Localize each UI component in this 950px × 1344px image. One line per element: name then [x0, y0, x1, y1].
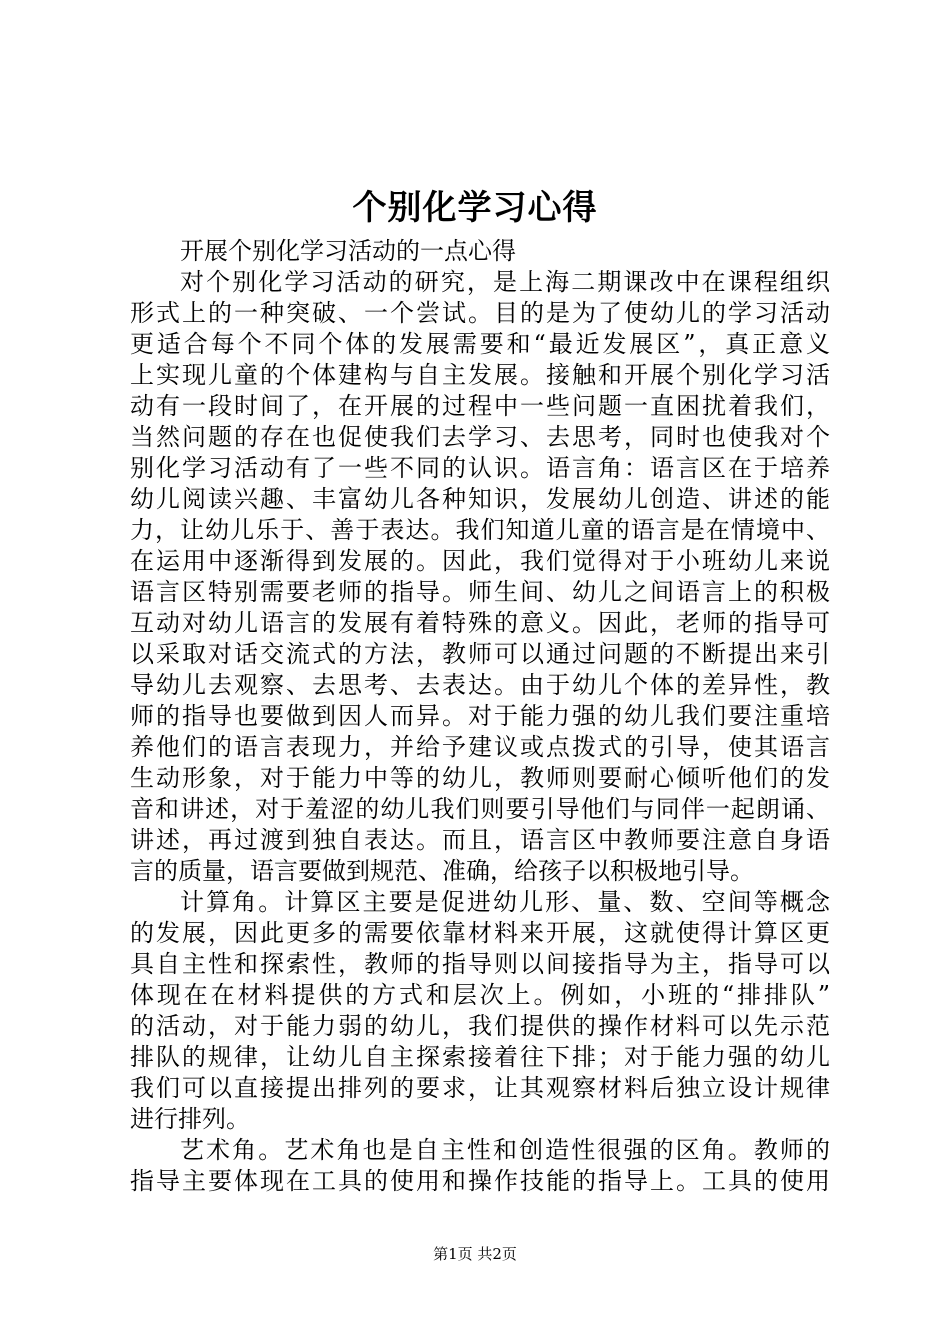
text-line: 排队的规律，让幼儿自主探索接着往下排；对于能力强的幼儿 — [130, 1043, 830, 1071]
text-line: 的发展，因此更多的需要依靠材料来开展，这就使得计算区更 — [130, 919, 830, 947]
text-line: 幼儿阅读兴趣、丰富幼儿各种知识，发展幼儿创造、讲述的能 — [130, 485, 830, 513]
text-line: 别化学习活动有了一些不同的认识。语言角：语言区在于培养 — [130, 454, 830, 482]
text-line: 在运用中逐渐得到发展的。因此，我们觉得对于小班幼儿来说 — [130, 547, 830, 575]
document-title: 个别化学习心得 — [352, 188, 598, 228]
text-line: 互动对幼儿语言的发展有着特殊的意义。因此，老师的指导可 — [130, 609, 830, 637]
text-line: 言的质量，语言要做到规范、准确，给孩子以积极地引导。 — [130, 857, 754, 885]
text-line: 体现在在材料提供的方式和层次上。例如，小班的“排排队” — [130, 981, 830, 1009]
text-line: 指导主要体现在工具的使用和操作技能的指导上。工具的使用 — [130, 1167, 830, 1195]
text-line: 生动形象，对于能力中等的幼儿，教师则要耐心倾听他们的发 — [130, 764, 830, 792]
text-line: 具自主性和探索性，教师的指导则以间接指导为主，指导可以 — [130, 950, 830, 978]
text-line: 更适合每个不同个体的发展需要和“最近发展区”，真正意义 — [130, 330, 830, 358]
text-line: 当然问题的存在也促使我们去学习、去思考，同时也使我对个 — [130, 423, 830, 451]
text-line: 语言区特别需要老师的指导。师生间、幼儿之间语言上的积极 — [130, 578, 830, 606]
text-line: 讲述，再过渡到独自表达。而且，语言区中教师要注意自身语 — [130, 826, 830, 854]
text-line: 我们可以直接提出排列的要求，让其观察材料后独立设计规律 — [130, 1074, 830, 1102]
text-line: 力，让幼儿乐于、善于表达。我们知道儿童的语言是在情境中、 — [130, 516, 830, 544]
text-line: 导幼儿去观察、去思考、去表达。由于幼儿个体的差异性，教 — [130, 671, 830, 699]
text-line: 计算角。计算区主要是促进幼儿形、量、数、空间等概念 — [180, 888, 830, 916]
text-line: 对个别化学习活动的研究，是上海二期课改中在课程组织 — [180, 268, 830, 296]
text-line: 以采取对话交流式的方法，教师可以通过问题的不断提出来引 — [130, 640, 830, 668]
text-line: 上实现儿童的个体建构与自主发展。接触和开展个别化学习活 — [130, 361, 830, 389]
text-line: 形式上的一种突破、一个尝试。目的是为了使幼儿的学习活动 — [130, 299, 830, 327]
text-line: 师的指导也要做到因人而异。对于能力强的幼儿我们要注重培 — [130, 702, 830, 730]
text-line: 养他们的语言表现力，并给予建议或点拨式的引导，使其语言 — [130, 733, 830, 761]
text-line: 进行排列。 — [130, 1105, 250, 1133]
text-line: 音和讲述，对于羞涩的幼儿我们则要引导他们与同伴一起朗诵、 — [130, 795, 830, 823]
subtitle-line: 开展个别化学习活动的一点心得 — [180, 237, 516, 265]
text-line: 动有一段时间了，在开展的过程中一些问题一直困扰着我们， — [130, 392, 830, 420]
page-footer: 第1页 共2页 — [433, 1245, 517, 1263]
text-line: 的活动，对于能力弱的幼儿，我们提供的操作材料可以先示范 — [130, 1012, 830, 1040]
text-line: 艺术角。艺术角也是自主性和创造性很强的区角。教师的 — [180, 1136, 830, 1164]
